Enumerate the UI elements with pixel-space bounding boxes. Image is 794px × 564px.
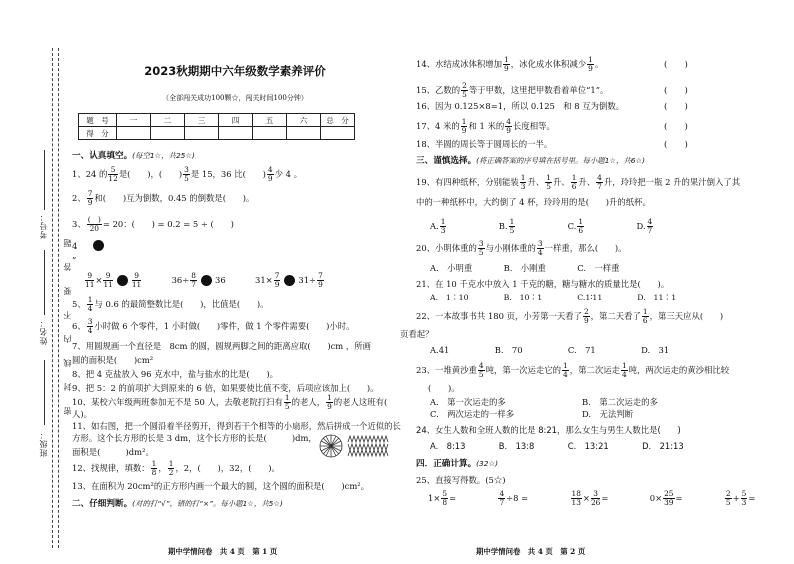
score-cell: 六 (287, 114, 321, 127)
compare-circle-prompt (93, 240, 104, 251)
question-21-options (430, 292, 676, 304)
question-22-options (430, 344, 669, 356)
score-table-row (79, 127, 355, 140)
option-d[interactable]: D. 21:13 (642, 441, 684, 451)
question-22-cont: 页看起？ (400, 329, 434, 339)
question-10-cont: 人)。 (72, 409, 93, 419)
compare-circle[interactable] (284, 275, 295, 286)
page-2-footer: 期中学情问卷 共 4 页 第 2 页 (476, 547, 586, 556)
question-23-option-a[interactable]: A. 第一次运走的多 (430, 397, 506, 407)
calc-item: $\frac{18}{13}$ × $\frac{3}{26}$ = (571, 489, 609, 507)
score-cell: 四 (219, 114, 253, 127)
page-subtitle: （全部闯关成功100颗☆，闯关时间100分钟） (162, 94, 308, 102)
option-b[interactable]: B. $\frac{1}{5}$ (498, 217, 515, 235)
question-19-cont: 中的一种纸杯中，大约倒了 4 杯，玲玲用的是( )升的纸杯。 (416, 197, 651, 207)
question-14: 14、水结成冰体积增加 $\frac{1}{9}$ ，冰化成水体积减少 $\frac{1}{9}$ 。 (416, 55, 604, 73)
score-table-header (79, 114, 355, 127)
option-c[interactable]: C. 一样重 (577, 263, 620, 273)
option-d[interactable]: D. $\frac{4}{7}$ (636, 217, 653, 235)
score-input[interactable] (151, 127, 185, 140)
score-cell: 一 (117, 114, 151, 127)
question-4: 4 (72, 241, 78, 251)
section-1-heading: 一、认真填空。(每空1☆，共25☆) (72, 151, 195, 161)
option-b[interactable]: B. 70 (494, 345, 523, 355)
calc-item: 0× $\frac{25}{39}$ = (649, 489, 683, 507)
question-16: 16、因为 0.125×8=1，所以 0.125 和 8 互为倒数。 (416, 101, 625, 111)
exam-no-underline (44, 150, 45, 210)
question-13: 13、在面积为 20cm²的正方形内画一个最大的圆，这个圆的面积是( )cm²。 (72, 481, 369, 491)
option-a[interactable]: A. 8:13 (430, 441, 466, 451)
calc-row (428, 490, 755, 507)
compare-circle[interactable] (117, 275, 128, 286)
calc-item: $\frac{2}{5}$ + $\frac{5}{3}$ = (725, 489, 756, 507)
question-4-items: $\frac{9}{11}$ × $\frac{9}{11}$ $\frac{9}{11}$ 36÷ $\frac{8}{7}$ 36 31× $\frac{7}{9}$ 31÷ $\frac{7}{9}$ (85, 271, 323, 289)
score-input[interactable] (185, 127, 219, 140)
section-3-heading: 三、谨慎选择。(将正确答案的序号填在括号里。每小题1☆，共6☆) (416, 156, 646, 166)
page-1-footer: 期中学情问卷 共 4 页 第 1 页 (168, 547, 278, 556)
option-a[interactable]: A.41 (430, 345, 450, 355)
question-9: 9、把 5：2 的前项扩大到原来的 6 倍，如果要使比值不变，后项应该加上( )。 (72, 383, 379, 393)
judge-paren-16[interactable]: ( ) (664, 102, 688, 112)
option-a[interactable]: A. 小明重 (430, 263, 473, 273)
question-7: 7、用圆规画一个直径是 8cm 的圆，圆规两脚之间的距离应取( )cm ，所画 (72, 341, 372, 351)
score-input[interactable] (321, 127, 355, 140)
option-c[interactable]: C. $\frac{1}{6}$ (567, 217, 584, 235)
score-cell: 二 (151, 114, 185, 127)
score-cell: 题 号 (79, 114, 117, 127)
question-20-options (430, 262, 620, 274)
judge-paren-18[interactable]: ( ) (664, 140, 688, 150)
question-19: 19、有四种纸杯，分别能装 $\frac{1}{3}$ 升、 $\frac{1}{5}$ 升、 $\frac{1}{6}$ 升、 $\frac{4}{7}$ 升，玲玲把一瓶 2 升的果汁倒入了其 (416, 173, 741, 191)
score-table (78, 113, 355, 140)
class-underline (44, 360, 45, 425)
option-b[interactable]: B. 小刚重 (503, 263, 546, 273)
judge-paren-14[interactable]: ( ) (664, 60, 688, 70)
section-2-heading: 二、仔细判断。(对的打“√”，错的打“×”。每小题1☆，共5☆) (72, 499, 283, 509)
question-11-cont2: 面积是( )dm²。 (72, 447, 154, 457)
question-11: 11、如右图，把一个圆沿着半径剪开，得到若干个相等的小扇形，然后拼成一个近似的长 (72, 421, 401, 431)
question-4-quote: ” (72, 255, 77, 265)
question-5: 5、 $\frac{1}{4}$ 与 0.6 的最简整数比是( )，比值是( )。 (72, 295, 269, 313)
question-24-options (430, 440, 684, 452)
score-input[interactable] (117, 127, 151, 140)
question-3: 3、 $\frac{( )}{20}$ = 20：( ) = 0.2 = 5 ÷ ( ) (72, 215, 234, 233)
question-18: 18、半圆的周长等于圆周长的一半。 (416, 139, 553, 149)
seal-line-inner (58, 48, 59, 548)
option-c[interactable]: C. 13:21 (567, 441, 609, 451)
score-cell: 总 分 (321, 114, 355, 127)
judge-paren-15[interactable]: ( ) (664, 86, 688, 96)
option-c[interactable]: C.1∶11 (577, 293, 603, 302)
question-23: 23、一堆黄沙重 $\frac{4}{5}$ 吨，第一次运走它的 $\frac{1}{4}$ ，第二次运走 $\frac{1}{4}$ 吨，两次运走的黄沙相比较 (416, 361, 730, 379)
question-6: 6、 $\frac{3}{4}$ 小时做 6 个零件，1 小时做( )零件，做 1 个零件需要( )小时。 (72, 317, 355, 335)
question-12: 12、找规律，填数： $\frac{1}{8}$ ， $\frac{1}{2}$ ，2，( )，32，( )。 (72, 459, 280, 477)
exam-no-label: 考号： (39, 212, 48, 239)
question-2: 2、 $\frac{7}{9}$ 和( )互为倒数，0.45 的倒数是( )。 (72, 189, 255, 207)
section-4-heading: 四．正确计算。(32☆) (416, 459, 498, 469)
question-23-option-b[interactable]: B. 第二次运走的多 (582, 397, 658, 407)
calc-item: $\frac{4}{7}$ ÷8 = (499, 489, 529, 507)
question-24: 24、女生人数和全班人数的比是 8:21，那么女生与男生人数比是( ) (416, 425, 681, 435)
question-20: 20、小明体重的 $\frac{3}{5}$ 与小刚体重的 $\frac{3}{4}$ 一样重，那么( )。 (416, 239, 627, 257)
compare-circle[interactable] (201, 275, 212, 286)
option-a[interactable]: A. 1∶10 (430, 293, 469, 302)
question-23-option-d[interactable]: D. 无法判断 (582, 409, 633, 419)
circle-to-rectangle-figure (318, 428, 390, 464)
page-title: 2023秋期期中六年级数学素养评价 (144, 64, 326, 78)
option-a[interactable]: A. $\frac{1}{3}$ (430, 217, 446, 235)
question-10: 10、某校六年级两班参加无不是 50 人，去敬老院打扫有 $\frac{1}{5}$ 的老人， $\frac{1}{9}$ 的老人这班有( (72, 393, 388, 411)
option-d[interactable]: D. 11∶1 (637, 293, 677, 302)
question-23-cont: ( )。 (428, 383, 460, 393)
option-d[interactable]: D. 31 (641, 345, 670, 355)
question-7-cont: 圆的面积是( )cm² (72, 355, 154, 365)
score-cell: 三 (185, 114, 219, 127)
judge-paren-17[interactable]: ( ) (664, 122, 688, 132)
score-cell: 五 (253, 114, 287, 127)
question-17: 17、4 米的 $\frac{1}{9}$ 和 1 米的 $\frac{4}{9}$ 长度相等。 (416, 117, 555, 135)
score-cell: 得 分 (79, 127, 117, 140)
score-input[interactable] (219, 127, 253, 140)
class-label: 班级： (39, 430, 48, 457)
question-25: 25、直接写得数。(5☆) (416, 475, 506, 485)
option-b[interactable]: B. 10∶1 (503, 293, 543, 302)
option-c[interactable]: C. 71 (567, 345, 596, 355)
name-label: 姓名： (39, 318, 48, 345)
question-8: 8、把 4 克盐放入 96 克水中，盐与盐水的比是( )。 (72, 369, 278, 379)
name-underline (44, 250, 45, 315)
question-22: 22、一本故事书共 180 页，小芳第一天看了 $\frac{2}{9}$ ，第二天看了 $\frac{1}{6}$ ，第三天应从( ) (416, 307, 724, 325)
question-1: 1、24 的 $\frac{5}{12}$ 是( )，( ) $\frac{3}{5}$ 是 15，36 比( ) $\frac{4}{9}$ 少 4 。 (72, 165, 303, 183)
seal-line-outer (52, 48, 53, 548)
option-b[interactable]: B. 13:8 (498, 441, 535, 451)
seal-text: 密 封 线 内 不 要 答 题 (63, 235, 72, 415)
question-23-option-c[interactable]: C. 两次运走的一样多 (430, 409, 515, 419)
question-19-options (430, 218, 654, 235)
score-input[interactable] (287, 127, 321, 140)
question-21: 21、在 10 千克水中放入 1 千克的糖，糖与糖水的质量比是( )。 (416, 279, 670, 289)
question-11-cont: 方形。这个长方形的长是 3 dm，这个长方形的长是( )dm， (72, 433, 317, 443)
question-15: 15、乙数的 $\frac{2}{5}$ 等于甲数，这里把甲数看着单位“1”。 (416, 81, 609, 99)
calc-item: 1× $\frac{5}{8}$ = (428, 489, 457, 507)
score-input[interactable] (253, 127, 287, 140)
